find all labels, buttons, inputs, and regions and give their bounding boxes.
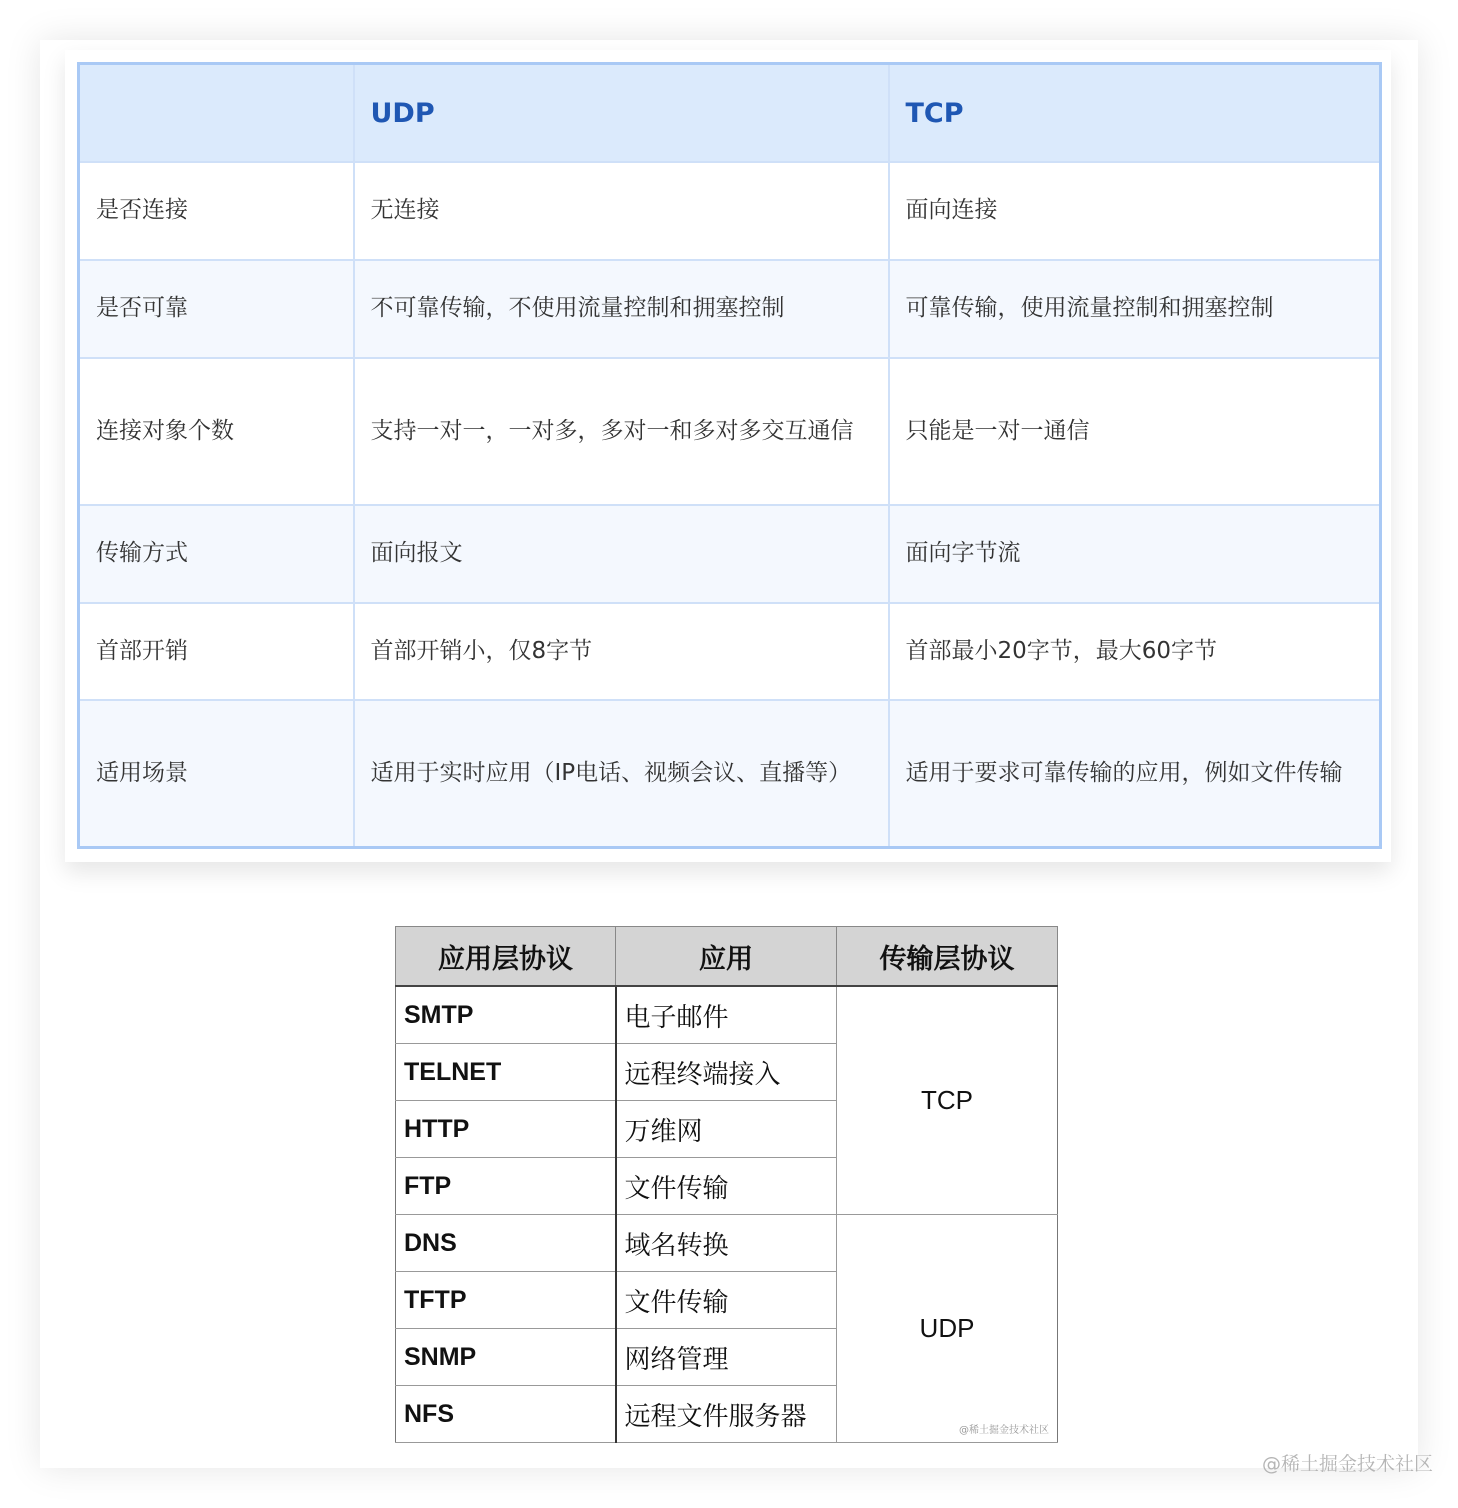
udp-cell: 无连接 bbox=[354, 162, 889, 260]
protocol-cell: TFTP bbox=[396, 1272, 616, 1329]
feature-cell: 连接对象个数 bbox=[79, 358, 354, 505]
table-row bbox=[396, 1215, 1058, 1272]
transport-cell-udp bbox=[837, 1215, 1058, 1443]
transport-label-udp: UDP bbox=[919, 1313, 975, 1343]
protocol-cell: HTTP bbox=[396, 1101, 616, 1158]
inner-watermark: @稀土掘金技术社区 bbox=[959, 1425, 1049, 1436]
application-cell: 域名转换 bbox=[616, 1215, 837, 1272]
protocol-cell: FTP bbox=[396, 1158, 616, 1215]
table-row bbox=[79, 505, 1381, 603]
table-row bbox=[79, 162, 1381, 260]
protocol-cell: SMTP bbox=[396, 986, 616, 1044]
protocol-cell: TELNET bbox=[396, 1044, 616, 1101]
feature-cell: 是否连接 bbox=[79, 162, 354, 260]
table-header-row bbox=[396, 927, 1058, 987]
protocol-cell: DNS bbox=[396, 1215, 616, 1272]
tcp-cell: 面向连接 bbox=[889, 162, 1381, 260]
tcp-cell: 可靠传输，使用流量控制和拥塞控制 bbox=[889, 260, 1381, 358]
site-watermark: @稀土掘金技术社区 bbox=[1262, 1453, 1434, 1475]
udp-tcp-comparison-table bbox=[77, 62, 1382, 849]
feature-cell: 首部开销 bbox=[79, 603, 354, 701]
application-cell: 远程终端接入 bbox=[616, 1044, 837, 1101]
udp-cell: 不可靠传输，不使用流量控制和拥塞控制 bbox=[354, 260, 889, 358]
header-application: 应用 bbox=[616, 927, 837, 987]
table-header-row bbox=[79, 64, 1381, 163]
header-app-protocol: 应用层协议 bbox=[396, 927, 616, 987]
protocol-mapping-table bbox=[395, 926, 1058, 1443]
header-udp: UDP bbox=[354, 64, 889, 163]
table-row bbox=[79, 603, 1381, 701]
udp-cell: 首部开销小，仅8字节 bbox=[354, 603, 889, 701]
transport-cell-tcp: TCP bbox=[837, 986, 1058, 1215]
udp-cell: 适用于实时应用（IP电话、视频会议、直播等） bbox=[354, 700, 889, 847]
application-cell: 文件传输 bbox=[616, 1158, 837, 1215]
header-transport-protocol: 传输层协议 bbox=[837, 927, 1058, 987]
feature-cell: 适用场景 bbox=[79, 700, 354, 847]
header-tcp: TCP bbox=[889, 64, 1381, 163]
feature-cell: 是否可靠 bbox=[79, 260, 354, 358]
table-row bbox=[79, 260, 1381, 358]
application-cell: 万维网 bbox=[616, 1101, 837, 1158]
application-cell: 远程文件服务器 bbox=[616, 1386, 837, 1443]
protocol-cell: SNMP bbox=[396, 1329, 616, 1386]
table-row bbox=[79, 358, 1381, 505]
tcp-cell: 面向字节流 bbox=[889, 505, 1381, 603]
udp-cell: 支持一对一，一对多，多对一和多对多交互通信 bbox=[354, 358, 889, 505]
protocol-cell: NFS bbox=[396, 1386, 616, 1443]
application-cell: 网络管理 bbox=[616, 1329, 837, 1386]
table-row bbox=[396, 986, 1058, 1044]
tcp-cell: 首部最小20字节，最大60字节 bbox=[889, 603, 1381, 701]
feature-cell: 传输方式 bbox=[79, 505, 354, 603]
tcp-cell: 适用于要求可靠传输的应用，例如文件传输 bbox=[889, 700, 1381, 847]
application-cell: 电子邮件 bbox=[616, 986, 837, 1044]
application-cell: 文件传输 bbox=[616, 1272, 837, 1329]
tcp-cell: 只能是一对一通信 bbox=[889, 358, 1381, 505]
udp-cell: 面向报文 bbox=[354, 505, 889, 603]
table-row bbox=[79, 700, 1381, 847]
header-empty bbox=[79, 64, 354, 163]
